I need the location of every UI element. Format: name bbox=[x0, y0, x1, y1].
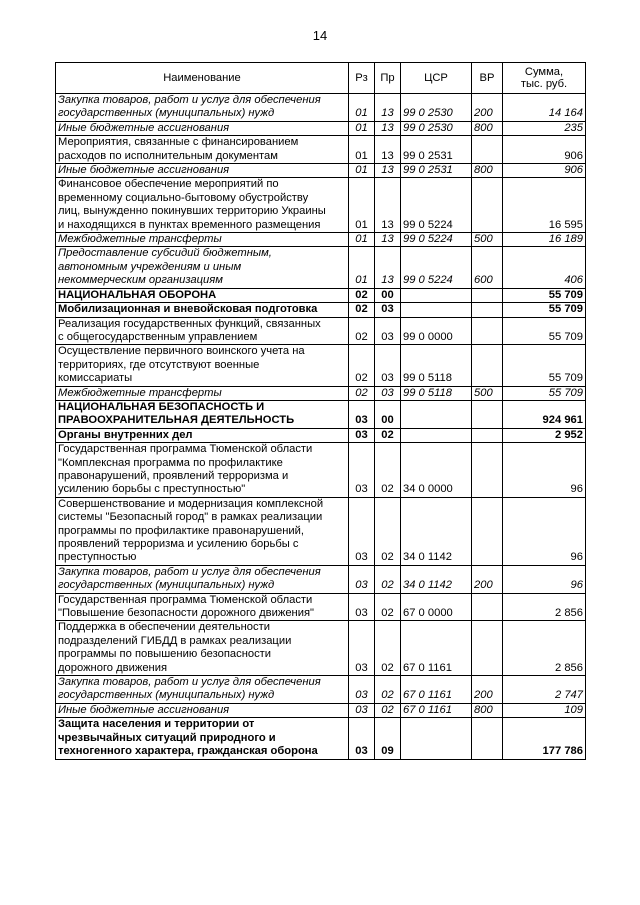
table-row bbox=[56, 345, 586, 386]
row-rz: 01 bbox=[349, 233, 375, 247]
row-rz: 03 bbox=[349, 718, 375, 759]
row-name-line: Предоставление субсидий бюджетным, bbox=[58, 247, 272, 260]
row-vr bbox=[472, 136, 503, 164]
row-sum: 2 856 bbox=[503, 593, 586, 621]
table-row bbox=[56, 121, 586, 135]
row-vr bbox=[472, 178, 503, 233]
row-csr bbox=[401, 428, 472, 442]
header-rz: Рз bbox=[349, 63, 375, 94]
row-rz: 01 bbox=[349, 121, 375, 135]
table-row bbox=[56, 303, 586, 317]
row-name-line: Финансовое обеспечение мероприятий по bbox=[58, 178, 279, 191]
row-name-line: Межбюджетные трансферты bbox=[58, 233, 222, 246]
row-vr: 500 bbox=[472, 386, 503, 400]
row-csr bbox=[401, 288, 472, 302]
row-pr: 02 bbox=[375, 676, 401, 704]
row-pr: 13 bbox=[375, 136, 401, 164]
row-rz: 03 bbox=[349, 400, 375, 428]
row-csr: 99 0 2531 bbox=[401, 136, 472, 164]
row-name-line: Реализация государственных функций, связанных bbox=[58, 317, 321, 330]
row-vr bbox=[472, 718, 503, 759]
row-rz: 01 bbox=[349, 136, 375, 164]
row-rz: 03 bbox=[349, 497, 375, 565]
row-name bbox=[56, 386, 349, 400]
row-sum: 55 709 bbox=[503, 288, 586, 302]
table-header-row bbox=[56, 63, 586, 94]
row-csr: 99 0 5118 bbox=[401, 386, 472, 400]
row-pr: 09 bbox=[375, 718, 401, 759]
row-csr: 99 0 5118 bbox=[401, 345, 472, 386]
row-name-line: "Комплексная программа по профилактике bbox=[58, 456, 283, 469]
row-pr: 03 bbox=[375, 317, 401, 345]
row-rz: 03 bbox=[349, 428, 375, 442]
row-name-line: территориях, где отсутствуют военные bbox=[58, 358, 260, 371]
row-vr: 800 bbox=[472, 703, 503, 717]
row-sum: 16 189 bbox=[503, 233, 586, 247]
row-csr: 99 0 2531 bbox=[401, 164, 472, 178]
row-name bbox=[56, 178, 349, 233]
row-sum: 2 747 bbox=[503, 676, 586, 704]
table-body bbox=[56, 94, 586, 760]
header-sum-line2: тыс. руб. bbox=[520, 78, 568, 90]
row-name bbox=[56, 164, 349, 178]
row-csr: 99 0 5224 bbox=[401, 233, 472, 247]
row-name-line: Мероприятия, связанные с финансированием bbox=[58, 136, 299, 149]
row-name-line: НАЦИОНАЛЬНАЯ БЕЗОПАСНОСТЬ И bbox=[58, 400, 265, 413]
row-pr: 02 bbox=[375, 621, 401, 676]
row-pr: 03 bbox=[375, 345, 401, 386]
row-pr: 02 bbox=[375, 443, 401, 498]
row-sum: 406 bbox=[503, 247, 586, 288]
row-pr: 13 bbox=[375, 247, 401, 288]
row-sum: 96 bbox=[503, 443, 586, 498]
row-sum: 96 bbox=[503, 565, 586, 593]
row-name-line: и находящихся в пунктах временного размещения bbox=[58, 218, 321, 231]
row-csr: 99 0 5224 bbox=[401, 178, 472, 233]
row-name-line: Межбюджетные трансферты bbox=[58, 386, 222, 399]
row-name-line: Иные бюджетные ассигнования bbox=[58, 121, 230, 134]
row-name-line: государственных (муниципальных) нужд bbox=[58, 689, 275, 702]
row-csr: 99 0 2530 bbox=[401, 94, 472, 122]
table-row bbox=[56, 621, 586, 676]
row-csr: 99 0 5224 bbox=[401, 247, 472, 288]
row-name bbox=[56, 593, 349, 621]
row-name bbox=[56, 428, 349, 442]
table-row bbox=[56, 718, 586, 759]
row-sum: 924 961 bbox=[503, 400, 586, 428]
table-row bbox=[56, 593, 586, 621]
table-row bbox=[56, 703, 586, 717]
row-vr bbox=[472, 497, 503, 565]
row-sum: 14 164 bbox=[503, 94, 586, 122]
row-name-line: программы по профилактике правонарушений, bbox=[58, 524, 305, 537]
row-pr: 02 bbox=[375, 497, 401, 565]
row-name-line: правонарушений, проявлений терроризма и bbox=[58, 469, 289, 482]
header-sum bbox=[503, 63, 586, 94]
row-name-line: некоммерческим организациям bbox=[58, 274, 223, 287]
row-name bbox=[56, 94, 349, 122]
row-vr: 500 bbox=[472, 233, 503, 247]
row-name bbox=[56, 247, 349, 288]
row-name-line: усилению борьбы с преступностью" bbox=[58, 483, 246, 496]
row-pr: 13 bbox=[375, 178, 401, 233]
table-row bbox=[56, 233, 586, 247]
row-name bbox=[56, 497, 349, 565]
table-row bbox=[56, 386, 586, 400]
table-row bbox=[56, 317, 586, 345]
row-rz: 01 bbox=[349, 178, 375, 233]
budget-table bbox=[55, 62, 586, 760]
row-vr bbox=[472, 593, 503, 621]
row-rz: 02 bbox=[349, 317, 375, 345]
row-rz: 03 bbox=[349, 565, 375, 593]
row-vr bbox=[472, 303, 503, 317]
table-row bbox=[56, 136, 586, 164]
row-csr: 67 0 1161 bbox=[401, 621, 472, 676]
row-name-line: программы по повышению безопасности bbox=[58, 648, 272, 661]
row-name bbox=[56, 136, 349, 164]
row-csr: 99 0 0000 bbox=[401, 317, 472, 345]
header-sum-line1: Сумма, bbox=[524, 66, 564, 78]
row-sum: 906 bbox=[503, 136, 586, 164]
row-name bbox=[56, 288, 349, 302]
row-name-line: ПРАВООХРАНИТЕЛЬНАЯ ДЕЯТЕЛЬНОСТЬ bbox=[58, 414, 295, 427]
row-name bbox=[56, 676, 349, 704]
row-pr: 13 bbox=[375, 94, 401, 122]
row-name-line: "Повышение безопасности дорожного движения" bbox=[58, 607, 315, 620]
row-sum: 16 595 bbox=[503, 178, 586, 233]
table-row bbox=[56, 94, 586, 122]
row-name-line: государственных (муниципальных) нужд bbox=[58, 107, 275, 120]
row-name-line: подразделений ГИБДД в рамках реализации bbox=[58, 634, 292, 647]
row-sum: 55 709 bbox=[503, 303, 586, 317]
row-sum: 906 bbox=[503, 164, 586, 178]
row-name bbox=[56, 233, 349, 247]
row-sum: 109 bbox=[503, 703, 586, 717]
row-name bbox=[56, 400, 349, 428]
row-name-line: расходов по исполнительным документам bbox=[58, 149, 278, 162]
row-vr bbox=[472, 400, 503, 428]
row-sum: 96 bbox=[503, 497, 586, 565]
table-row bbox=[56, 164, 586, 178]
header-name: Наименование bbox=[56, 63, 349, 94]
row-sum: 177 786 bbox=[503, 718, 586, 759]
row-csr: 34 0 1142 bbox=[401, 565, 472, 593]
row-csr: 67 0 1161 bbox=[401, 676, 472, 704]
row-csr bbox=[401, 303, 472, 317]
row-pr: 13 bbox=[375, 164, 401, 178]
row-name-line: преступностью bbox=[58, 551, 137, 564]
row-rz: 03 bbox=[349, 593, 375, 621]
row-pr: 00 bbox=[375, 400, 401, 428]
table-row bbox=[56, 428, 586, 442]
row-name-line: проявлений терроризма и усилению борьбы с bbox=[58, 538, 299, 550]
row-name-line: Органы внутренних дел bbox=[58, 428, 193, 441]
table-row bbox=[56, 443, 586, 498]
table-row bbox=[56, 247, 586, 288]
row-name-line: Закупка товаров, работ и услуг для обеспечения bbox=[58, 676, 321, 689]
row-csr: 34 0 1142 bbox=[401, 497, 472, 565]
row-vr bbox=[472, 288, 503, 302]
row-sum: 55 709 bbox=[503, 317, 586, 345]
table-row bbox=[56, 288, 586, 302]
row-rz: 01 bbox=[349, 94, 375, 122]
row-pr: 03 bbox=[375, 303, 401, 317]
row-name-line: техногенного характера, гражданская оборона bbox=[58, 745, 318, 758]
row-sum: 2 856 bbox=[503, 621, 586, 676]
row-sum: 55 709 bbox=[503, 345, 586, 386]
row-pr: 03 bbox=[375, 386, 401, 400]
row-vr: 200 bbox=[472, 565, 503, 593]
row-name-line: с общегосударственным управлением bbox=[58, 330, 258, 343]
row-vr bbox=[472, 621, 503, 676]
row-pr: 13 bbox=[375, 233, 401, 247]
row-csr bbox=[401, 400, 472, 428]
row-sum: 235 bbox=[503, 121, 586, 135]
table-row bbox=[56, 497, 586, 565]
row-name-line: государственных (муниципальных) нужд bbox=[58, 579, 275, 592]
row-name bbox=[56, 718, 349, 759]
row-name-line: Мобилизационная и вневойсковая подготовка bbox=[58, 303, 318, 316]
row-rz: 02 bbox=[349, 303, 375, 317]
table-row bbox=[56, 400, 586, 428]
row-vr bbox=[472, 345, 503, 386]
row-pr: 02 bbox=[375, 703, 401, 717]
row-rz: 02 bbox=[349, 288, 375, 302]
row-name-line: Государственная программа Тюменской области bbox=[58, 443, 313, 456]
row-name-line: Защита населения и территории от bbox=[58, 718, 255, 731]
row-csr bbox=[401, 718, 472, 759]
row-vr: 800 bbox=[472, 121, 503, 135]
row-csr: 99 0 2530 bbox=[401, 121, 472, 135]
row-name-line: временному социально-бытовому обустройству bbox=[58, 191, 309, 204]
row-vr bbox=[472, 428, 503, 442]
table-row bbox=[56, 565, 586, 593]
row-csr: 67 0 1161 bbox=[401, 703, 472, 717]
row-csr: 67 0 0000 bbox=[401, 593, 472, 621]
header-pr: Пр bbox=[375, 63, 401, 94]
row-rz: 03 bbox=[349, 621, 375, 676]
row-name-line: системы "Безопасный город" в рамках реализации bbox=[58, 511, 323, 524]
row-name-line: Государственная программа Тюменской области bbox=[58, 593, 313, 606]
row-name-line: Совершенствование и модернизация комплексной bbox=[58, 497, 324, 510]
row-rz: 02 bbox=[349, 386, 375, 400]
row-name-line: Закупка товаров, работ и услуг для обеспечения bbox=[58, 565, 321, 578]
row-name bbox=[56, 703, 349, 717]
row-name-line: чрезвычайных ситуаций природного и bbox=[58, 731, 276, 744]
row-name bbox=[56, 303, 349, 317]
row-rz: 03 bbox=[349, 676, 375, 704]
row-name-line: лиц, вынужденно покинувших территорию Украины bbox=[58, 205, 326, 218]
row-name bbox=[56, 317, 349, 345]
row-name-line: Иные бюджетные ассигнования bbox=[58, 164, 230, 177]
row-rz: 01 bbox=[349, 164, 375, 178]
row-vr: 200 bbox=[472, 94, 503, 122]
row-name-line: дорожного движения bbox=[58, 661, 168, 674]
row-name-line: Осуществление первичного воинского учета на bbox=[58, 345, 305, 358]
row-rz: 02 bbox=[349, 345, 375, 386]
row-name-line: комиссариаты bbox=[58, 372, 133, 385]
table-row bbox=[56, 178, 586, 233]
row-pr: 13 bbox=[375, 121, 401, 135]
row-csr: 34 0 0000 bbox=[401, 443, 472, 498]
row-sum: 2 952 bbox=[503, 428, 586, 442]
row-vr: 200 bbox=[472, 676, 503, 704]
row-name bbox=[56, 565, 349, 593]
row-name bbox=[56, 345, 349, 386]
header-csr: ЦСР bbox=[401, 63, 472, 94]
row-vr bbox=[472, 443, 503, 498]
row-name-line: Иные бюджетные ассигнования bbox=[58, 703, 230, 716]
page-number: 14 bbox=[312, 28, 328, 43]
row-name-line: Закупка товаров, работ и услуг для обеспечения bbox=[58, 94, 321, 106]
row-rz: 03 bbox=[349, 703, 375, 717]
row-pr: 02 bbox=[375, 565, 401, 593]
row-pr: 00 bbox=[375, 288, 401, 302]
header-vr: ВР bbox=[472, 63, 503, 94]
row-name-line: НАЦИОНАЛЬНАЯ ОБОРОНА bbox=[58, 288, 217, 301]
row-name bbox=[56, 621, 349, 676]
row-name bbox=[56, 121, 349, 135]
row-vr bbox=[472, 317, 503, 345]
row-vr: 800 bbox=[472, 164, 503, 178]
row-name-line: автономным учреждениям и иным bbox=[58, 260, 242, 273]
row-rz: 01 bbox=[349, 247, 375, 288]
row-sum: 55 709 bbox=[503, 386, 586, 400]
table-row bbox=[56, 676, 586, 704]
row-pr: 02 bbox=[375, 593, 401, 621]
row-rz: 03 bbox=[349, 443, 375, 498]
row-name bbox=[56, 443, 349, 498]
row-name-line: Поддержка в обеспечении деятельности bbox=[58, 621, 270, 634]
row-vr: 600 bbox=[472, 247, 503, 288]
row-pr: 02 bbox=[375, 428, 401, 442]
